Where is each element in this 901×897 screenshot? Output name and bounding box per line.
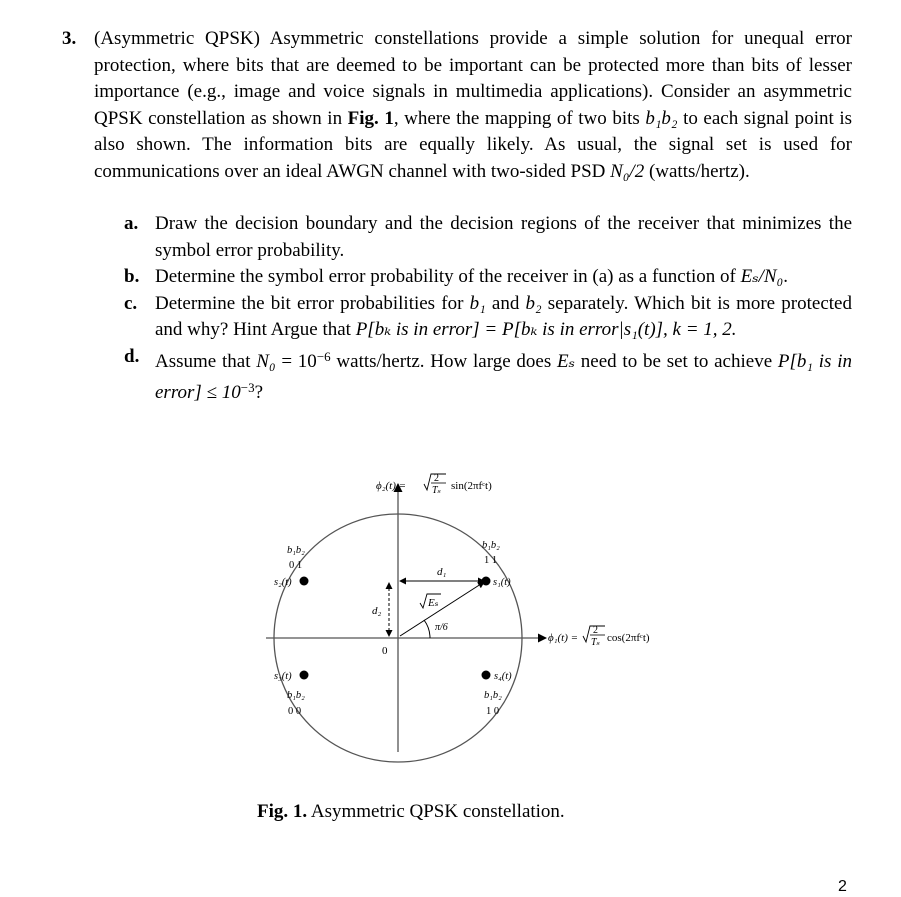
phi1-basis-label	[548, 625, 650, 648]
svg-text:s₂(t): s₂(t)	[274, 577, 292, 588]
svg-text:s₄(t): s₄(t)	[494, 671, 512, 682]
svg-text:Tₛ: Tₛ	[591, 637, 600, 648]
svg-text:b₁b₂: b₁b₂	[484, 690, 502, 701]
constellation-figure	[250, 462, 670, 762]
problem-parts	[124, 211, 852, 407]
constellation-diagram	[250, 462, 670, 762]
signal-point-s1	[482, 540, 512, 588]
part-a: a. Draw the decision boundary and the decision regions of the receiver that minimizes the symbol error probability.	[124, 213, 852, 261]
figure-caption: Fig. 1. Asymmetric QPSK constellation.	[257, 801, 565, 822]
signal-point-s4	[482, 671, 513, 718]
svg-text:s₁(t): s₁(t)	[493, 577, 511, 588]
part-b: b. Determine the symbol error probability of the receiver in (a) as a function of Eₛ/N₀.	[124, 266, 788, 287]
origin-label: 0	[382, 645, 388, 657]
es-label	[420, 594, 441, 609]
svg-text:b₁b₂: b₁b₂	[287, 545, 305, 556]
signal-point-s3	[274, 671, 309, 718]
problem-statement: (Asymmetric QPSK) Asymmetric constellations provide a simple solution for unequal error protection, where bits that are deemed to be important can be protected more than bits of lesser importance (e.g., image and voice signals in multimedia applications). Consider an asymmetric QPSK constellation as shown in Fig. 1, where the mapping of two bits b₁b₂ to each signal point is also shown. The information bits are equally likely. As usual, the signal set is used for communications over an ideal AWGN channel with two-sided PSD N₀/2 (watts/hertz).	[94, 28, 853, 182]
svg-text:1 0: 1 0	[486, 706, 500, 717]
svg-text:s₃(t): s₃(t)	[274, 671, 292, 682]
svg-text:ϕ₂(t) =: ϕ₂(t) =	[376, 480, 407, 492]
angle-arc	[424, 620, 430, 638]
phi2-basis-label	[376, 473, 492, 496]
svg-text:Tₛ: Tₛ	[432, 485, 441, 496]
problem-number: 3.	[62, 28, 77, 49]
svg-text:1 1: 1 1	[484, 555, 498, 566]
page-number: 2	[838, 878, 847, 895]
svg-text:cos(2πfᶜt): cos(2πfᶜt)	[607, 632, 650, 644]
svg-text:Eₛ: Eₛ	[428, 597, 439, 609]
part-c: c. Determine the bit error probabilities for b₁ and b₂ separately. Which bit is more protected and why? Hint Argue that P[bₖ is in error] = P[bₖ is in error|s₁(t)], k = 1, 2.	[124, 292, 852, 340]
part-d: d. Assume that $N_0 = 10^{-6}$ watts/hertz. How large does Eₛ need to be set to achieve P[b₁ is in error] ≤ $10^{-3}$?	[124, 345, 853, 403]
svg-text:2: 2	[593, 625, 598, 636]
svg-text:0 1: 0 1	[289, 560, 303, 571]
svg-text:2: 2	[434, 473, 439, 484]
svg-text:sin(2πfᶜt): sin(2πfᶜt)	[451, 480, 492, 492]
d2-label: d₂	[372, 605, 382, 617]
signal-point-s2	[274, 545, 309, 588]
svg-text:b₁b₂: b₁b₂	[482, 540, 500, 551]
svg-text:0 0: 0 0	[288, 706, 302, 717]
angle-label: π/6	[435, 622, 448, 633]
problem-title: (Asymmetric QPSK)	[94, 28, 260, 49]
d1-label: d₁	[437, 566, 447, 578]
svg-text:ϕ₁(t) =: ϕ₁(t) =	[548, 632, 579, 644]
svg-text:b₁b₂: b₁b₂	[287, 690, 305, 701]
problem-3	[62, 26, 852, 185]
figure-reference: Fig. 1	[347, 107, 394, 129]
